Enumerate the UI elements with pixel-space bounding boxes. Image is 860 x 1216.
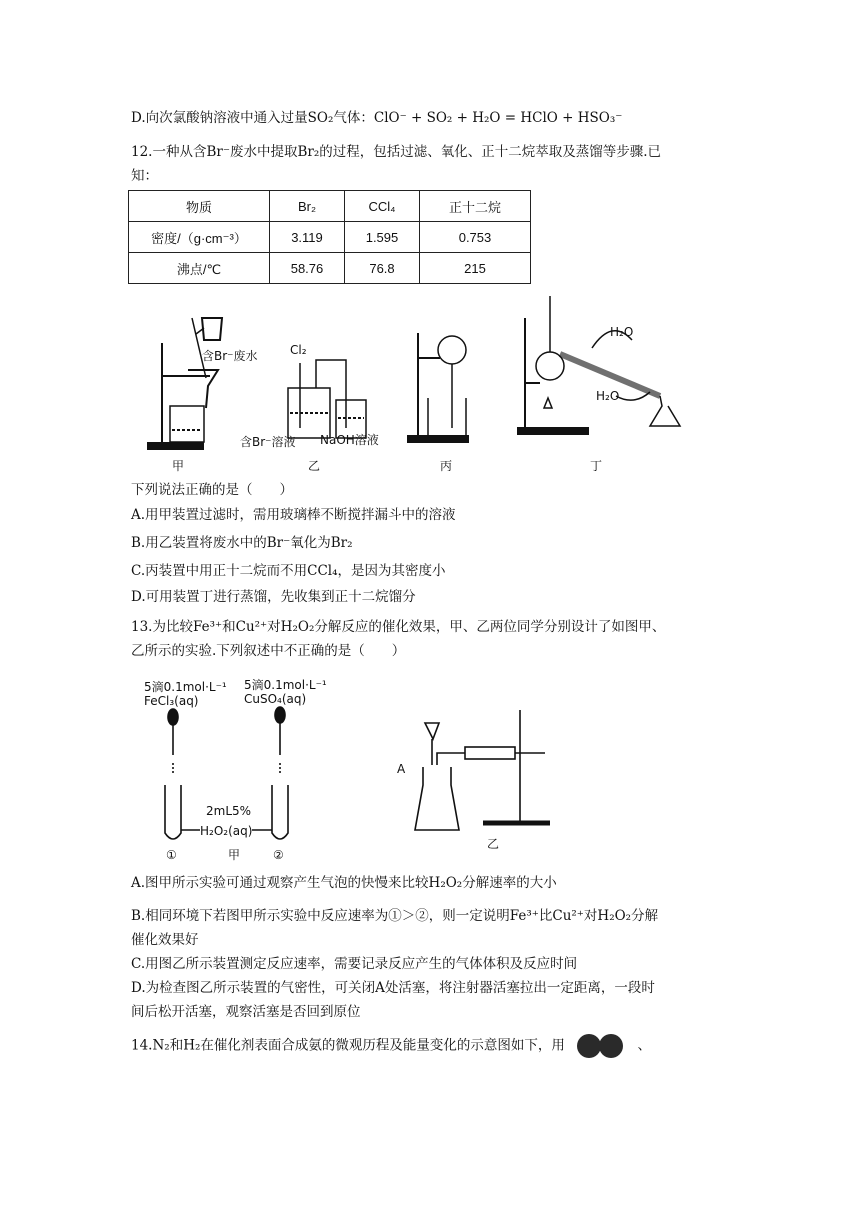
q13-figure-jia — [140, 675, 340, 865]
q12-option-d: D.可用装置丁进行蒸馏，先收集到正十二烷馏分 — [131, 589, 416, 605]
q14-stem-text: 14.N₂和H₂在催化剂表面合成氨的微观历程及能量变化的示意图如下，用 — [131, 1037, 565, 1054]
table-header-cell: CCl₄ — [345, 191, 420, 222]
distillation-apparatus — [518, 296, 680, 473]
fig-label-yi: 乙 — [308, 459, 321, 473]
filtration-apparatus — [148, 318, 258, 473]
drop1-reagent-label: FeCl₃(aq) — [144, 694, 199, 708]
h2o2-label: H₂O₂(aq) — [200, 824, 253, 838]
q11-option-d: D.向次氯酸钠溶液中通入过量SO₂气体：ClO⁻ + SO₂ + H₂O = HClO + HSO₃⁻ — [131, 110, 623, 126]
table-cell: 1.595 — [345, 222, 420, 253]
molecule-icon — [577, 1034, 633, 1058]
q13-option-d: D.为检查图乙所示装置的气密性，可关闭A处活塞，将注射器活塞拉出一定距离，一段时 — [131, 980, 655, 996]
table-cell: 76.8 — [345, 253, 420, 284]
q12-option-a: A.用甲装置过滤时，需用玻璃棒不断搅拌漏斗中的溶液 — [131, 507, 456, 523]
table-header-cell: Br₂ — [270, 191, 345, 222]
fig-label-jia: 甲 — [172, 459, 185, 473]
drop2-conc-label: 5滴0.1mol·L⁻¹ — [244, 678, 327, 692]
q13-stem: 13.为比较Fe³⁺和Cu²⁺对H₂O₂分解反应的催化效果，甲、乙两位同学分别设计了如图甲、 — [131, 619, 666, 635]
drop2-reagent-label: CuSO₄(aq) — [244, 692, 307, 706]
q12-question: 下列说法正确的是（ ） — [131, 482, 293, 498]
oxidation-apparatus — [240, 343, 379, 473]
table-cell: 58.76 — [270, 253, 345, 284]
fig-label-yi: 乙 — [487, 837, 500, 851]
tube2-label: ② — [273, 848, 284, 862]
h2o-in-label: H₂O — [596, 389, 620, 403]
q12-apparatus-figure — [140, 288, 700, 478]
table-row — [129, 253, 531, 284]
q13-option-a: A.图甲所示实验可通过观察产生气泡的快慢来比较H₂O₂分解速率的大小 — [131, 875, 557, 891]
tube1-label: ① — [166, 848, 177, 862]
table-header-row — [129, 191, 531, 222]
q12-stem-cont: 知： — [131, 168, 158, 184]
fig-label-bing: 丙 — [440, 459, 453, 473]
q13-option-b: B.相同环境下若图甲所示实验中反应速率为①＞②，则一定说明Fe³⁺比Cu²⁺对H₂O₂分解 — [131, 908, 659, 924]
cl2-label: Cl₂ — [290, 343, 307, 357]
q14-stem — [131, 1034, 651, 1058]
table-cell: 密度/（g·cm⁻³） — [129, 222, 270, 253]
table-header-cell: 物质 — [129, 191, 270, 222]
properties-table — [128, 190, 531, 284]
q13-option-c: C.用图乙所示装置测定反应速率，需要记录反应产生的气体体积及反应时间 — [131, 956, 578, 972]
naoh-label: NaOH溶液 — [320, 433, 379, 447]
table-cell: 3.119 — [270, 222, 345, 253]
table-header-cell: 正十二烷 — [420, 191, 531, 222]
drop1-conc-label: 5滴0.1mol·L⁻¹ — [144, 680, 227, 694]
q12-stem: 12.一种从含Br⁻废水中提取Br₂的过程，包括过滤、氧化、正十二烷萃取及蒸馏等步骤.已 — [131, 144, 662, 160]
waste-label: 含Br⁻废水 — [202, 349, 258, 363]
q13-figure-yi — [395, 705, 575, 855]
q12-option-b: B.用乙装置将废水中的Br⁻氧化为Br₂ — [131, 535, 353, 551]
br-solution-label: 含Br⁻溶液 — [240, 435, 296, 449]
extraction-apparatus — [408, 333, 468, 473]
table-row — [129, 222, 531, 253]
q12-option-c: C.丙装置中用正十二烷而不用CCl₄，是因为其密度小 — [131, 563, 446, 579]
table-cell: 0.753 — [420, 222, 531, 253]
table-cell: 215 — [420, 253, 531, 284]
fig-label-ding: 丁 — [590, 459, 603, 473]
q14-stem-tail: 、 — [637, 1037, 651, 1054]
q13-stem-cont: 乙所示的实验.下列叙述中不正确的是（ ） — [131, 643, 406, 659]
amount-label: 2mL5% — [206, 804, 252, 818]
fig-label-jia: 甲 — [228, 848, 241, 862]
h2o-out-label: H₂O — [610, 325, 634, 339]
table-cell: 沸点/℃ — [129, 253, 270, 284]
q13-option-d-cont: 间后松开活塞，观察活塞是否回到原位 — [131, 1004, 361, 1020]
q13-option-b-cont: 催化效果好 — [131, 932, 199, 948]
stopcock-a-label: A — [397, 762, 406, 776]
